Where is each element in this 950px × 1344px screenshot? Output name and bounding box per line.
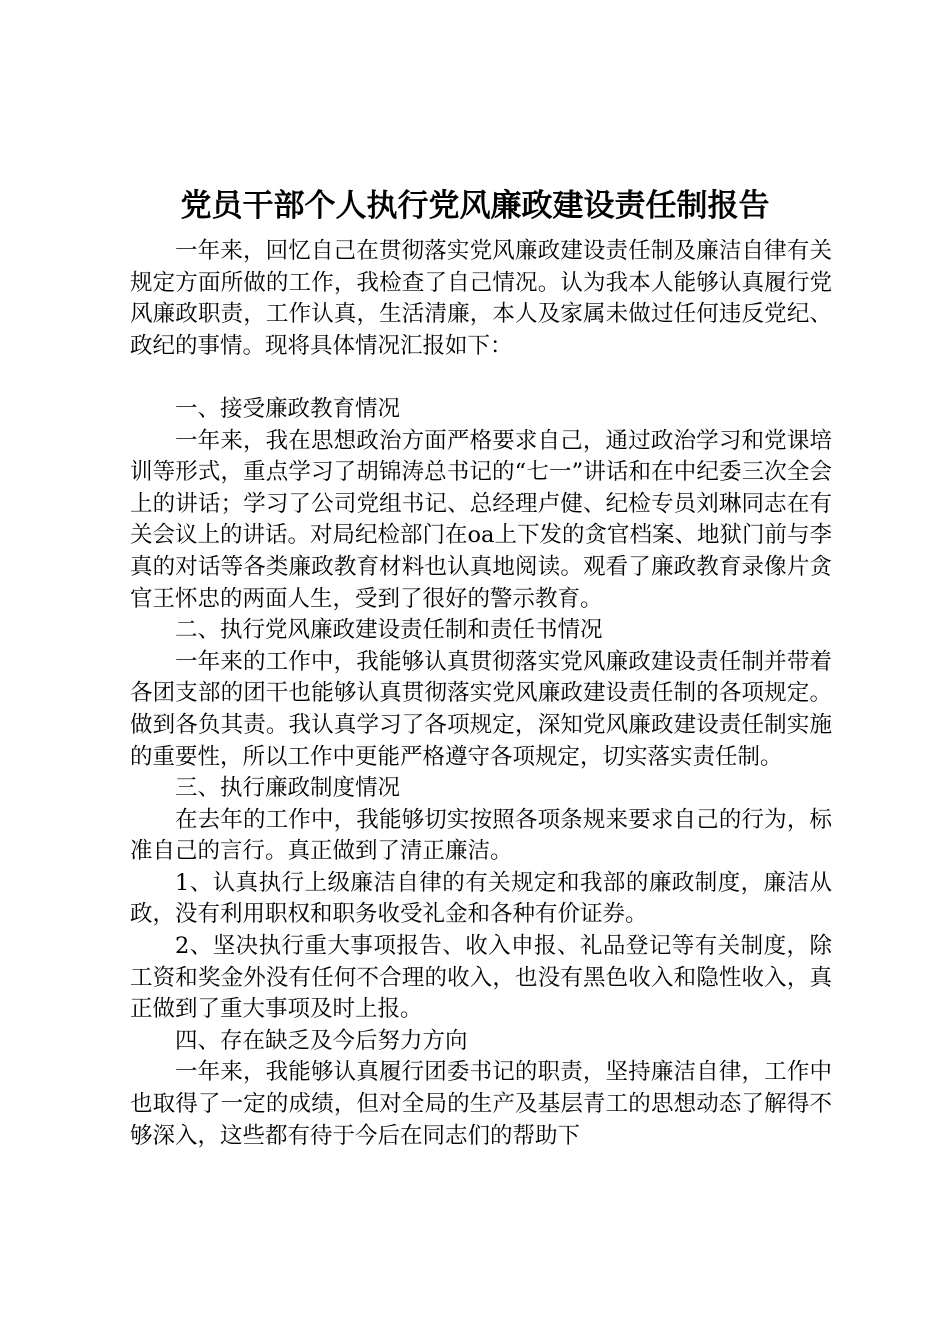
section-2-paragraph: 一年来的工作中，我能够认真贯彻落实党风廉政建设责任制并带着各团支部的团干也能够认真贯彻落实党风廉政建设责任制的各项规定。做到各负其责。我认真学习了各项规定，深知党风廉政建设责任制实施的重要性，所以工作中更能严格遵守各项规定，切实落实责任制。	[130, 648, 832, 770]
section-3-paragraph: 在去年的工作中，我能够切实按照各项条规来要求自己的行为，标准自己的言行。真正做到了清正廉洁。	[130, 806, 832, 865]
section-heading-1: 一、接受廉政教育情况	[175, 395, 401, 422]
section-1-paragraph: 一年来，我在思想政治方面严格要求自己，通过政治学习和党课培训等形式，重点学习了胡锦涛总书记的“七一”讲话和在中纪委三次全会上的讲话；学习了公司党组书记、总经理卢健、纪检专员刘琳同志在有关会议上的讲话。对局纪检部门在oa上下发的贪官档案、地狱门前与李真的对话等各类廉政教育材料也认真地阅读。观看了廉政教育录像片贪官王怀忠的两面人生，受到了很好的警示教育。	[130, 427, 832, 612]
section-heading-4: 四、存在缺乏及今后努力方向	[175, 1027, 468, 1054]
intro-paragraph: 一年来，回忆自己在贯彻落实党风廉政建设责任制及廉洁自律有关规定方面所做的工作，我检查了自己情况。认为我本人能够认真履行党风廉政职责，工作认真，生活清廉，本人及家属未做过任何违反党纪、政纪的事情。现将具体情况汇报如下：	[130, 238, 832, 359]
section-3-item-1: 1、认真执行上级廉洁自律的有关规定和我部的廉政制度，廉洁从政，没有利用职权和职务收受礼金和各种有价证券。	[130, 869, 832, 928]
section-4-paragraph: 一年来，我能够认真履行团委书记的职责，坚持廉洁自律，工作中也取得了一定的成绩，但对全局的生产及基层青工的思想动态了解得不够深入，这些都有待于今后在同志们的帮助下	[130, 1059, 832, 1149]
section-3-item-2: 2、坚决执行重大事项报告、收入申报、礼品登记等有关制度，除工资和奖金外没有任何不合理的收入，也没有黑色收入和隐性收入，真正做到了重大事项及时上报。	[130, 933, 832, 1023]
document-body	[130, 236, 832, 1152]
section-heading-2: 二、执行党风廉政建设责任制和责任书情况	[175, 617, 603, 644]
section-heading-3: 三、执行廉政制度情况	[175, 775, 401, 802]
document-title: 党员干部个人执行党风廉政建设责任制报告	[180, 188, 770, 224]
